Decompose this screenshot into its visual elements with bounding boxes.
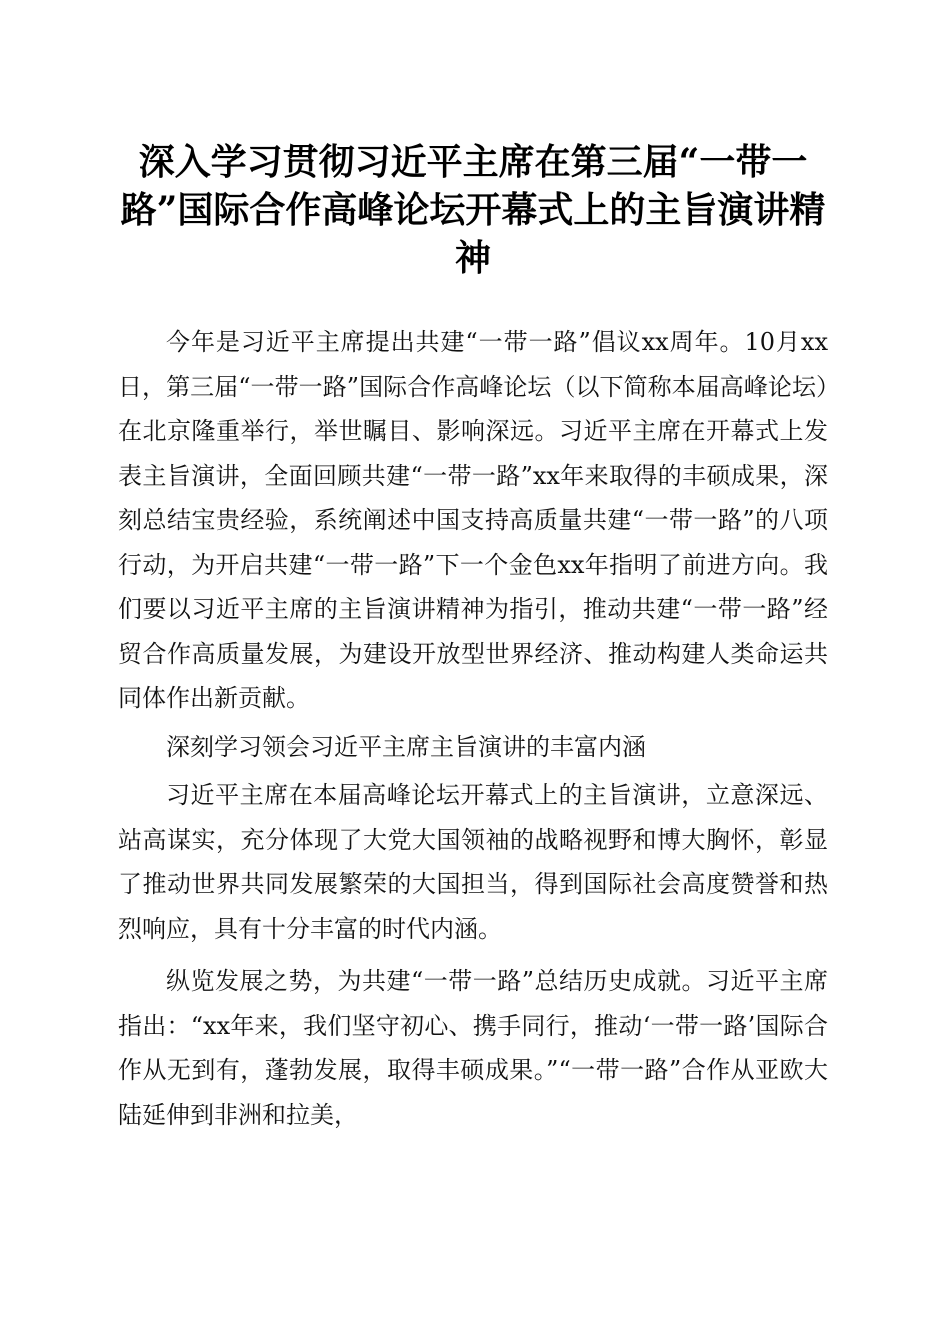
paragraph-achievements: 纵览发展之势，为共建“一带一路”总结历史成就。习近平主席指出：“xx年来，我们坚守初心、携手同行，推动‘一带一路’国际合作从无到有，蓬勃发展，取得丰硕成果。”“一带一路”合作从亚欧大陆延伸到非洲和拉美， <box>118 967 828 1129</box>
paragraph-intro: 今年是习近平主席提出共建“一带一路”倡议xx周年。10月xx日，第三届“一带一路”国际合作高峰论坛（以下简称本届高峰论坛）在北京隆重举行，举世瞩目、影响深远。习近平主席在开幕式上发表主旨演讲，全面回顾共建“一带一路”xx年来取得的丰硕成果，深刻总结宝贵经验，系统阐述中国支持高质量共建“一带一路”的八项行动，为开启共建“一带一路”下一个金色xx年指明了前进方向。我们要以习近平主席的主旨演讲精神为指引，推动共建“一带一路”经贸合作高质量发展，为建设开放型世界经济、推动构建人类命运共同体作出新贡献。 <box>118 328 828 712</box>
section-heading: 深刻学习领会习近平主席主旨演讲的丰富内涵 <box>166 732 646 761</box>
document-body <box>118 320 828 1137</box>
document-title: 深入学习贯彻习近平主席在第三届“一带一路”国际合作高峰论坛开幕式上的主旨演讲精神 <box>120 141 826 279</box>
paragraph-content: 习近平主席在本届高峰论坛开幕式上的主旨演讲，立意深远、站高谋实，充分体现了大党大国领袖的战略视野和博大胸怀，彰显了推动世界共同发展繁荣的大国担当，得到国际社会高度赞誉和热烈响应，具有十分丰富的时代内涵。 <box>118 781 828 943</box>
